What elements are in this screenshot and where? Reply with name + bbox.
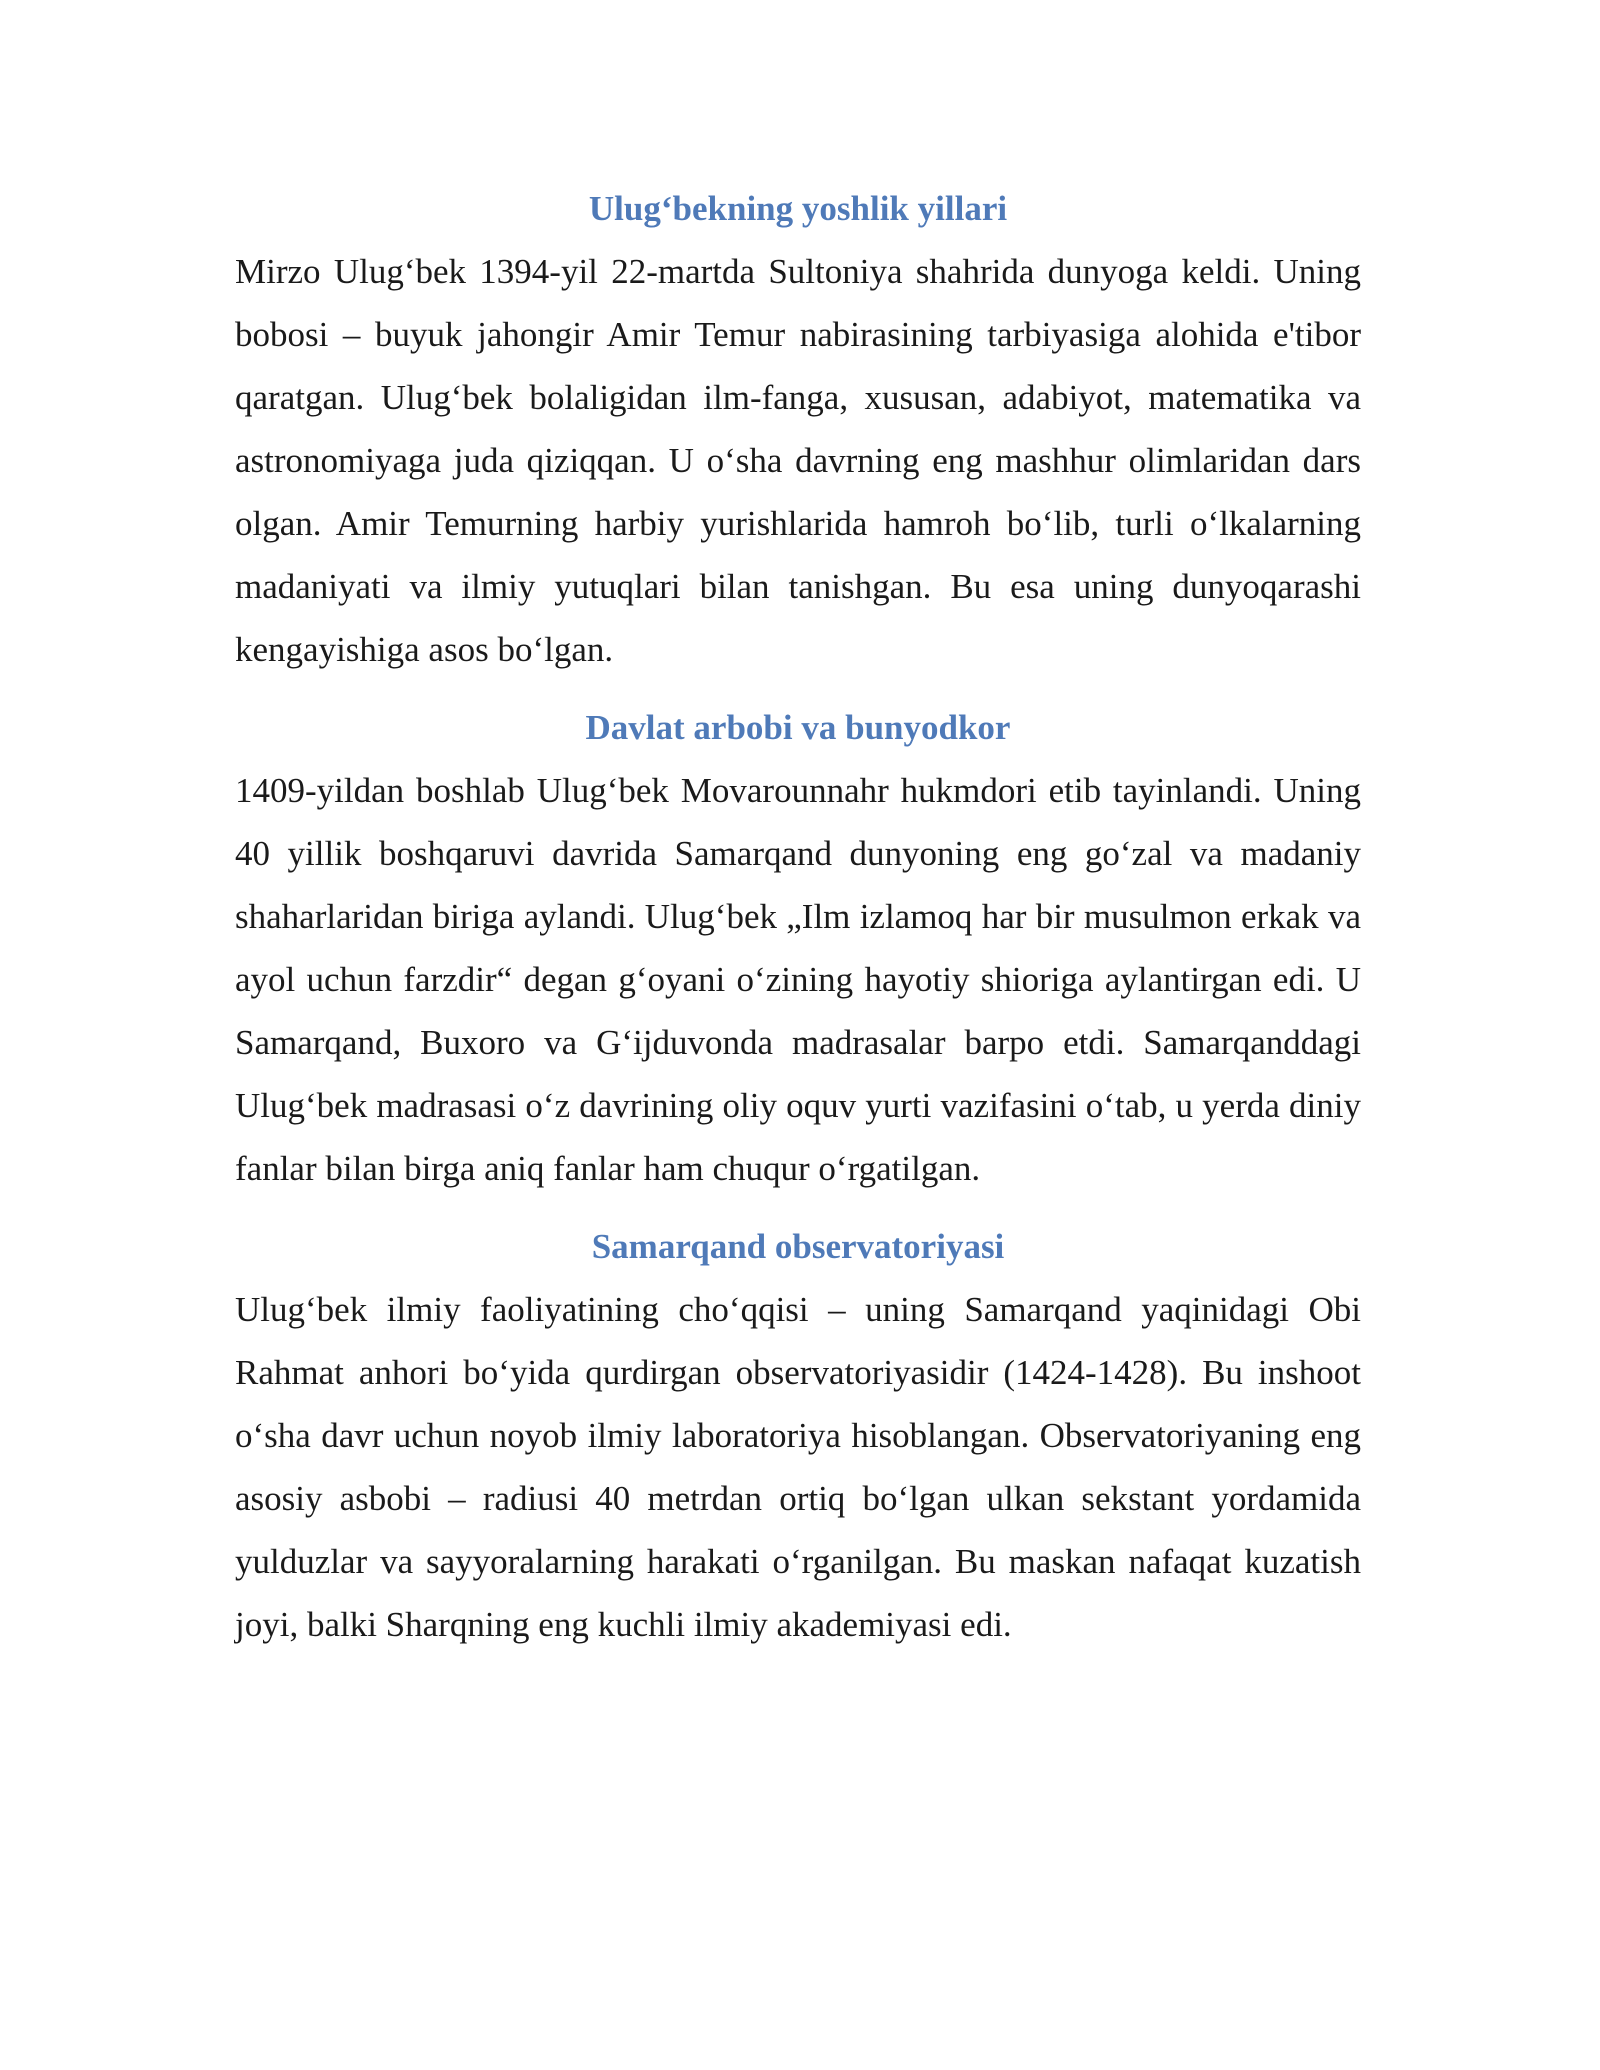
section-heading: Ulug‘bekning yoshlik yillari [588, 189, 1008, 228]
section-paragraph: Mirzo Ulug‘bek 1394-yil 22-martda Sultoniya shahrida dunyoga keldi. Uning bobosi – buyuk jahongir Amir Temur nabirasining tarbiyasiga alohida e'tibor qaratgan. Ulug‘bek bolaligidan ilm-fanga, xususan, adabiyot, matematika va astronomiyaga juda qiziqqan. U o‘sha davrning eng mashhur olimlaridan dars olgan. Amir Temurning harbiy yurishlarida hamroh bo‘lib, turli o‘lkalarning madaniyati va ilmiy yutuqlari bilan tanishgan. Bu esa uning dunyoqarashi kengayishiga asos bo‘lgan. [235, 252, 1361, 669]
section-paragraph: 1409-yildan boshlab Ulug‘bek Movarounnahr hukmdori etib tayinlandi. Uning 40 yillik boshqaruvi davrida Samarqand dunyoning eng go‘zal va madaniy shaharlaridan biriga aylandi. Ulug‘bek „Ilm izlamoq har bir musulmon erkak va ayol uchun farzdir“ degan g‘oyani o‘zining hayotiy shioriga aylantirgan edi. U Samarqand, Buxoro va G‘ijduvonda madrasalar barpo etdi. Samarqanddagi Ulug‘bek madrasasi o‘z davrining oliy oquv yurti vazifasini o‘tab, u yerda diniy fanlar bilan birga aniq fanlar ham chuqur o‘rgatilgan. [235, 771, 1361, 1188]
section-paragraph: Ulug‘bek ilmiy faoliyatining cho‘qqisi – uning Samarqand yaqinidagi Obi Rahmat anhori bo‘yida qurdirgan observatoriyasidir (1424-1428). Bu inshoot o‘sha davr uchun noyob ilmiy laboratoriya hisoblangan. Observatoriyaning eng asosiy asbobi – radiusi 40 metrdan ortiq bo‘lgan ulkan sekstant yordamida yulduzlar va sayyoralarning harakati o‘rganilgan. Bu maskan nafaqat kuzatish joyi, balki Sharqning eng kuchli ilmiy akademiyasi edi. [235, 1290, 1361, 1644]
section-heading: Davlat arbobi va bunyodkor [585, 708, 1011, 747]
section-youth-years [235, 184, 1361, 681]
section-statesman [235, 703, 1361, 1200]
section-heading: Samarqand observatoriyasi [591, 1227, 1005, 1266]
document-body [235, 184, 1361, 1656]
section-observatory [235, 1222, 1361, 1656]
